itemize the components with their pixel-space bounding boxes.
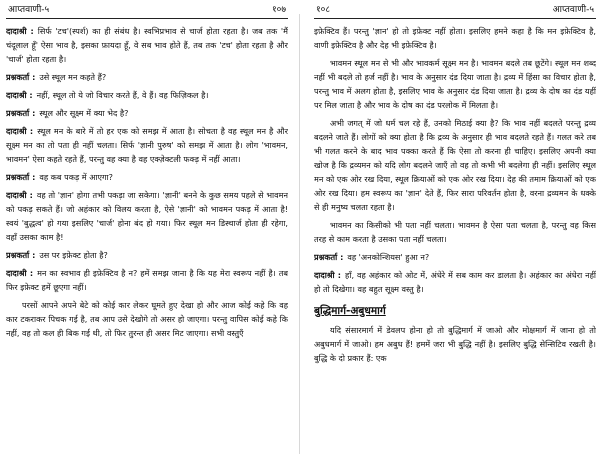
paragraph-text: वह तो 'ज्ञान' होगा तभी पकड़ा जा सकेगा। 'ज्ञानी' बनने के कुछ समय पहले से भावमन को पकड़ सकते हैं। जो अहंकार को विलय करता है, ऐसे 'ज्ञानी' को भावमन पकड़ में आता है! स्वयं 'बुद्धत्व' हो गया इसलिए 'चार्ज' होना बंद हो गया। फिर स्थूल मन डिस्चार्ज होता ही रहेगा, वहाँ उसका काम है!: [6, 190, 288, 242]
paragraph-text: परसों आपने अपने बेटे को कोई कार लेकर घूमते हुए देखा हो और आज कोई कहे कि वह कार टकराकर पिचक गई है, तब आप उसे देखोगे तो असर हो जाएगा। परन्तु वापिस कोई कहे कि नहीं, वह तो कल ही बिक गई थी, तो फिर तुरन्त ही असर मिट जाएगा। सभी वस्तुएँ: [6, 300, 288, 338]
right-page-number: १०८: [316, 5, 331, 15]
gutter: [299, 14, 300, 454]
paragraph: [6, 266, 288, 294]
paragraph-text: वह कब पकड़ में आएगा?: [39, 172, 113, 182]
paragraph-text: मन का स्वभाव ही इफ़ेक्टिव है न? हमें समझ जाना है कि यह मेरा स्वरूप नहीं है। तब फिर इफ़ेक्ट हमें छूएगा नहीं।: [6, 268, 288, 292]
right-header: [314, 0, 596, 16]
paragraph: [314, 323, 596, 365]
speaker-label: प्रश्नकर्ता :: [6, 172, 36, 182]
speaker-label: प्रश्नकर्ता :: [6, 108, 36, 118]
paragraph: [6, 188, 288, 244]
paragraph-text: सिर्फ 'टच'(स्पर्श) का ही संबंध है। स्वभिप्रभाव से चार्ज होता रहता है। जब तक 'मैं चंदूलाल हूँ' ऐसा भाव है, इसका फ़ायदा हूँ, वे सब भाव होते हैं, तब तक 'टच' होता रहता है और 'चार्ज' होता रहता है।: [6, 26, 288, 64]
paragraph-text: अभी जगत् में जो धर्म चल रहे हैं, उनको मिठाई क्या है? कि भाव नहीं बदलते परन्तु द्रव्य बदलने जाते हैं। लोगों को क्या होता है कि द्रव्य के अनुसार ही भाव बदलते रहते हैं। गलत करे तब भी गलत करने के बाद भाव पक्का करते हैं कि ऐसा तो करना ही चाहिए। इसलिए अपनी क्या खोज है कि द्रव्यमन को यदि लोग बदलने जाएँ तो वह तो कभी भी बदलेगा ही नहीं। इसलिए स्थूल मन को एक ओर रख दिया, स्थूल क्रियाओं को एक ओर रख दिया। देह की तमाम क्रियाओं को एक ओर रख दिया। हम स्वरूप का 'ज्ञान' देते हैं, फिर सारा परिवर्तन होता है, वरना द्रव्यमन के धक्के से ही मनुष्य चलता रहता है।: [314, 118, 596, 212]
speaker-label: प्रश्नकर्ता :: [6, 72, 36, 82]
paragraph-text: यदि संसारमार्ग में डेवलप होना हो तो बुद्धिमार्ग में जाओ और मोक्षमार्ग में जाना हो तो अबुधमार्ग में जाओ। हम अबुध हैं! हममें जरा भी बुद्धि नहीं है। इसलिए बुद्धि सेन्सिटिव रखती है। बुद्धि के दो प्रकार हैं: एक: [314, 325, 596, 363]
left-page-number: १०७: [271, 5, 286, 15]
speaker-label: दादाश्री :: [314, 270, 342, 280]
speaker-label: दादाश्री :: [6, 26, 34, 36]
paragraph: [6, 170, 288, 184]
right-page: [314, 0, 596, 463]
paragraph-text: स्थूल मन के बारे में तो हर एक को समझ में आता है। सोचता है वह स्थूल मन है और सूक्ष्म मन का तो पता ही नहीं चलता। सिर्फ 'ज्ञानी पुरुष' को समझ में आता है। लोग 'भावमन, भावमन' ऐसा कहते रहते हैं, परन्तु वह क्या है वह एक्ज़ेक्टली फक्ड़ में नहीं आता।: [6, 126, 288, 164]
paragraph: [6, 88, 288, 102]
paragraph: [314, 268, 596, 296]
speaker-label: दादाश्री :: [6, 268, 34, 278]
paragraph-text: भावमन स्थूल मन से भी और भावकर्म सूक्ष्म मन है। भावमन बदले तब छूटेंगे। स्थूल मन शब्द नहीं भी बदले तो हर्ज नहीं है। भाव के अनुसार दंड दिया जाता है। द्रव्य में हिंसा का विचार होता है, परन्तु भाव में अलग होता है, इसलिए भाव के अनुसार दंड दिया जाता है। द्रव्य के दोष का दंड यहीं पर मिल जाता है और भाव के दोष का दंड परलोक में मिलता है।: [314, 58, 596, 110]
paragraph: [314, 56, 596, 112]
paragraph-text: वह 'अनकोन्शियस' हुआ न?: [347, 252, 430, 262]
paragraph: [6, 298, 288, 340]
speaker-label: दादाश्री :: [6, 190, 33, 200]
paragraph-text: उस पर इफ़ेक्ट होता है?: [39, 250, 108, 260]
paragraph: [314, 250, 596, 264]
speaker-label: प्रश्नकर्ता :: [6, 250, 36, 260]
speaker-label: प्रश्नकर्ता :: [314, 252, 344, 262]
paragraph-text: उसे स्थूल मन कहते हैं?: [39, 72, 107, 82]
paragraph: [6, 124, 288, 166]
left-header: [6, 0, 288, 16]
left-header-title: आप्तवाणी-५: [8, 5, 50, 15]
paragraph: [6, 24, 288, 66]
left-body: [6, 24, 288, 340]
paragraph: [6, 106, 288, 120]
right-header-title: आप्तवाणी-५: [552, 5, 594, 15]
left-page: [6, 0, 288, 463]
paragraph: [6, 248, 288, 262]
paragraph-text: इफ़ेक्टिव हैं। परन्तु 'ज्ञान' हो तो इफ़ेक्ट नहीं होता। इसलिए हमने कहा है कि मन इफ़ेक्टिव है, वाणी इफ़ेक्टिव है और देह भी इफ़ेक्टिव है।: [314, 26, 596, 50]
speaker-label: दादाश्री :: [6, 90, 33, 100]
paragraph-text: स्थूल और सूक्ष्म में क्या भेद है?: [39, 108, 129, 118]
section-title: बुद्धिमार्ग-अबुधमार्ग: [314, 305, 386, 317]
right-header-rule: [314, 18, 596, 19]
paragraph: [314, 116, 596, 214]
left-header-rule: [6, 18, 288, 19]
paragraph: [6, 70, 288, 84]
right-body: [314, 24, 596, 365]
paragraph-text: नहीं, स्थूल तो ये जो विचार करते हैं, वे हैं। वह फिज़िकल है।: [36, 90, 209, 100]
speaker-label: दादाश्री :: [6, 126, 34, 136]
paragraph-text: हाँ, वह अहंकार को ओट में, अंधेरे में सब काम कर डालता है। अहंकार का अंधेरा नहीं हो तो दिखेगा। वह बहुत सूक्ष्म वस्तु है।: [314, 270, 596, 294]
paragraph: [314, 218, 596, 246]
paragraph-text: भावमन का किसीको भी पता नहीं चलता। भावमन है ऐसा पता चलता है, परन्तु वह किस तरह से काम करता है उसका पता नहीं चलता।: [314, 220, 596, 244]
paragraph: [314, 24, 596, 52]
